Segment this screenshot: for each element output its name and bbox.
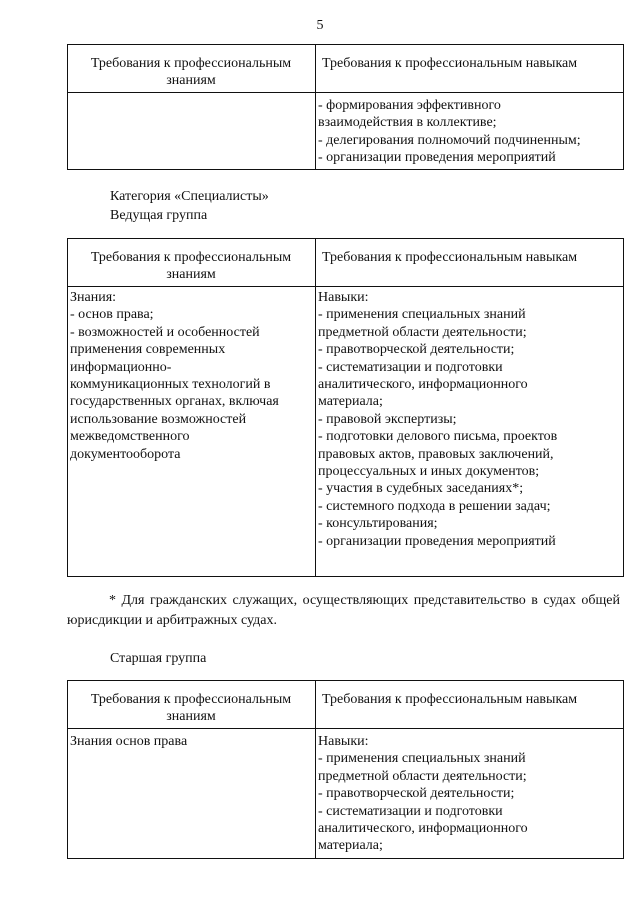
cell-line: - систематизации и подготовки (318, 359, 503, 375)
requirements-table-3 (67, 680, 624, 859)
cell-line: - применения специальных знаний (318, 307, 526, 323)
cell-line: Знания основ права (70, 734, 188, 749)
cell-line: - правотворческой деятельности; (318, 786, 515, 802)
cell-line: - возможностей и особенностей (70, 324, 260, 340)
cell-line: - формирования эффективного (318, 97, 501, 113)
table-row (68, 729, 624, 859)
cell-line: взаимодействия в коллективе; (318, 115, 497, 131)
cell-line: аналитического, информационного (318, 377, 528, 393)
category-heading: Категория «Специалисты» (110, 189, 269, 204)
cell-line: - подготовки делового письма, проектов (318, 429, 558, 445)
requirements-table-2 (67, 238, 624, 577)
cell-line: материала; (318, 394, 383, 410)
skills-cell (316, 729, 624, 859)
cell-line: государственных органах, включая (70, 394, 279, 410)
table-header-row (68, 681, 624, 729)
header-skills: Требования к профессиональным навыкам (316, 239, 624, 287)
cell-line: Знания: (70, 290, 117, 305)
knowledge-cell (68, 287, 316, 577)
header-knowledge: Требования к профессиональным знаниям (68, 45, 316, 93)
table-header-row (68, 239, 624, 287)
cell-line: предметной области деятельности; (318, 324, 527, 340)
cell-line: - организации проведения мероприятий (318, 150, 556, 166)
group-heading-senior: Старшая группа (110, 651, 207, 666)
cell-line: применения современных (70, 342, 226, 358)
footnote: * Для гражданских служащих, осуществляющих представительство в судах общей юрисдикции и арбитражных судах. (67, 593, 620, 628)
cell-line: - применения специальных знаний (318, 751, 526, 767)
cell-line: - организации проведения мероприятий (318, 533, 556, 549)
cell-line: аналитического, информационного (318, 821, 528, 837)
cell-line: Навыки: (318, 290, 369, 305)
header-skills: Требования к профессиональным навыкам (316, 45, 624, 93)
cell-line: - систематизации и подготовки (318, 803, 503, 819)
skills-cell (316, 92, 624, 169)
table-header-row (68, 45, 624, 93)
cell-line: - правотворческой деятельности; (318, 342, 515, 358)
knowledge-cell (68, 92, 316, 169)
requirements-table-1 (67, 44, 624, 170)
cell-line: материала; (318, 838, 383, 854)
cell-line: - консультирования; (318, 516, 438, 532)
header-knowledge: Требования к профессиональным знаниям (68, 239, 316, 287)
cell-line: - правовой экспертизы; (318, 411, 457, 427)
cell-line: процессуальных и иных документов; (318, 464, 540, 480)
cell-line: документооборота (70, 446, 181, 462)
cell-line: - делегирования полномочий подчиненным; (318, 132, 581, 148)
cell-line: Навыки: (318, 734, 369, 749)
cell-line: - системного подхода в решении задач; (318, 498, 551, 514)
page-number: 5 (316, 18, 324, 33)
cell-line: межведомственного (70, 429, 190, 445)
knowledge-cell (68, 729, 316, 859)
table-row (68, 287, 624, 577)
cell-line: - участия в судебных заседаниях*; (318, 481, 524, 497)
skills-cell (316, 287, 624, 577)
cell-line: информационно- (70, 359, 172, 375)
table-row (68, 92, 624, 169)
header-knowledge: Требования к профессиональным знаниям (68, 681, 316, 729)
cell-line: коммуникационных технологий в (70, 377, 271, 393)
header-skills: Требования к профессиональным навыкам (316, 681, 624, 729)
cell-line: правовых актов, правовых заключений, (318, 446, 554, 462)
cell-line: - основ права; (70, 307, 154, 323)
group-heading-lead: Ведущая группа (110, 208, 208, 223)
cell-line: использование возможностей (70, 411, 247, 427)
cell-line: предметной области деятельности; (318, 768, 527, 784)
